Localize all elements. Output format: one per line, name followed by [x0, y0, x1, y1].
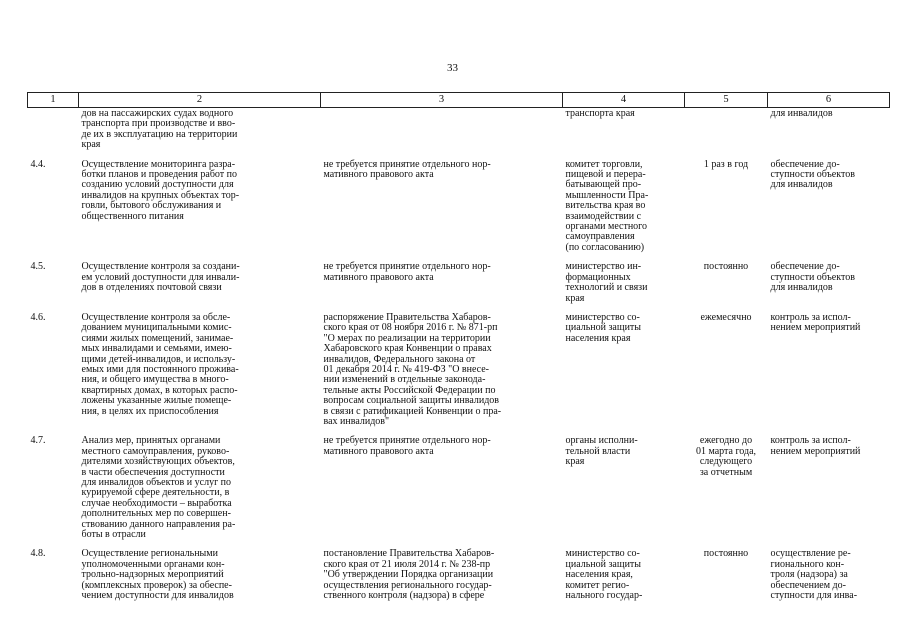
measure-cell: Осуществление региональными уполномоченными органами кон- трольно-надзорных мероприятий (комплексных проверок) за обеспе- чением доступности для инвалидов	[81, 548, 234, 602]
measure-cell: Осуществление контроля за создани- ем условий доступности для инвали- дов в отделениях почтовой связи	[81, 261, 240, 294]
term-cell: постоянно	[703, 261, 749, 273]
header-cell: 2	[79, 93, 321, 108]
header-row	[28, 93, 890, 108]
item-number: 4.6.	[30, 311, 46, 323]
result-cell: контроль за испол- нением мероприятий	[770, 435, 861, 457]
measures-table	[27, 92, 890, 610]
basis-cell: не требуется принятие отдельного нор- мативного правового акта	[323, 435, 491, 457]
result-cell: обеспечение до- ступности объектов для инвалидов	[770, 158, 855, 191]
item-number: 4.8.	[30, 548, 46, 560]
page-number: 33	[447, 62, 458, 74]
table-row	[28, 436, 890, 549]
table-row	[28, 549, 890, 610]
basis-cell: постановление Правительства Хабаров- ского края от 21 июля 2014 г. № 238-пр "Об утверждении Порядка организации осуществления регионального государ- ственного контроля (надзора) в сфере	[323, 548, 495, 602]
item-number: 4.4.	[30, 158, 46, 170]
executor-cell: транспорта края	[565, 108, 635, 119]
basis-cell	[321, 108, 563, 160]
executor-cell: органы исполни- тельной власти края	[565, 435, 638, 468]
header-cell: 1	[28, 93, 79, 108]
header-cell: 6	[768, 93, 890, 108]
measure-cell: Осуществление мониторинга разра- ботки планов и проведения работ по созданию условий доступности для инвалидов на крупных объектах тор- говли, бытового обслуживания и общественного питания	[81, 158, 240, 222]
item-number: 4.5.	[30, 261, 46, 273]
executor-cell: комитет торговли, пищевой и перера- батывающей про- мышленности Пра- вительства края во взаимодействии с органами местного самоуправления (по согласованию)	[565, 158, 649, 253]
basis-cell: распоряжение Правительства Хабаров- ского края от 08 ноября 2016 г. № 871-рп "О мерах по реализации на территории Хабаровского края Конвенции о правах инвалидов, Федерального закона от 01 декабря 2014 г. № 419-ФЗ "О внесе- нии изменений в отдельные законода- тельные акты Российской Федерации по вопросам социальной защиты инвалидов в связи с ратификацией Конвенции о пра- вах инвалидов"	[323, 311, 502, 427]
measure-cell: Осуществление контроля за обсле- дованием муниципальными комис- сиями жилых помещений, занимае- мых инвалидами и семьями, имею- щими детей-инвалидов, и использу- емых ими для постоянного прожива- ния, и общего имущества в много- квартирных домах, в которых распо- ложены указанные жилые помеще- ния, в целях их приспособления	[81, 311, 239, 417]
result-cell: обеспечение до- ступности объектов для инвалидов	[770, 261, 855, 294]
executor-cell: министерство со- циальной защиты населения края, комитет регио- нального государ-	[565, 548, 643, 602]
measure-cell: Анализ мер, принятых органами местного самоуправления, руково- дителями хозяйствующих объектов, в части обеспечения доступности для инвалидов объектов и услуг по курируемой сфере деятельности, в случае необходимости – выработка дополнительных мер по совершен- ствованию данного направления ра- боты в отрасли	[81, 435, 236, 541]
executor-cell: министерство ин- формационных технологий и связи края	[565, 261, 648, 304]
table-row	[28, 313, 890, 436]
basis-cell: не требуется принятие отдельного нор- мативного правового акта	[323, 158, 491, 181]
item-number: 4.7.	[30, 435, 46, 447]
term-cell	[685, 108, 768, 160]
measure-cell: дов на пассажирских судах водного транспорта при производстве и вво- де их в эксплуатацию на территории края	[81, 108, 238, 151]
basis-cell: не требуется принятие отдельного нор- мативного правового акта	[323, 261, 491, 283]
table-row	[28, 108, 890, 160]
result-cell: контроль за испол- нением мероприятий	[770, 311, 861, 334]
result-cell: для инвалидов	[770, 108, 833, 119]
table-row	[28, 262, 890, 313]
table-row	[28, 160, 890, 263]
term-cell: 1 раз в год	[703, 158, 749, 170]
term-cell: ежегодно до 01 марта года, следующего за отчетным	[695, 435, 757, 478]
header-cell: 3	[321, 93, 563, 108]
executor-cell: министерство со- циальной защиты населения края	[565, 311, 642, 344]
item-number	[28, 108, 79, 160]
term-cell: постоянно	[703, 548, 749, 560]
term-cell: ежемесячно	[700, 311, 752, 323]
result-cell: осуществление ре- гионального кон- троля (надзора) за обеспечением до- ступности для инва-	[770, 548, 858, 602]
header-cell: 5	[685, 93, 768, 108]
header-cell: 4	[563, 93, 685, 108]
